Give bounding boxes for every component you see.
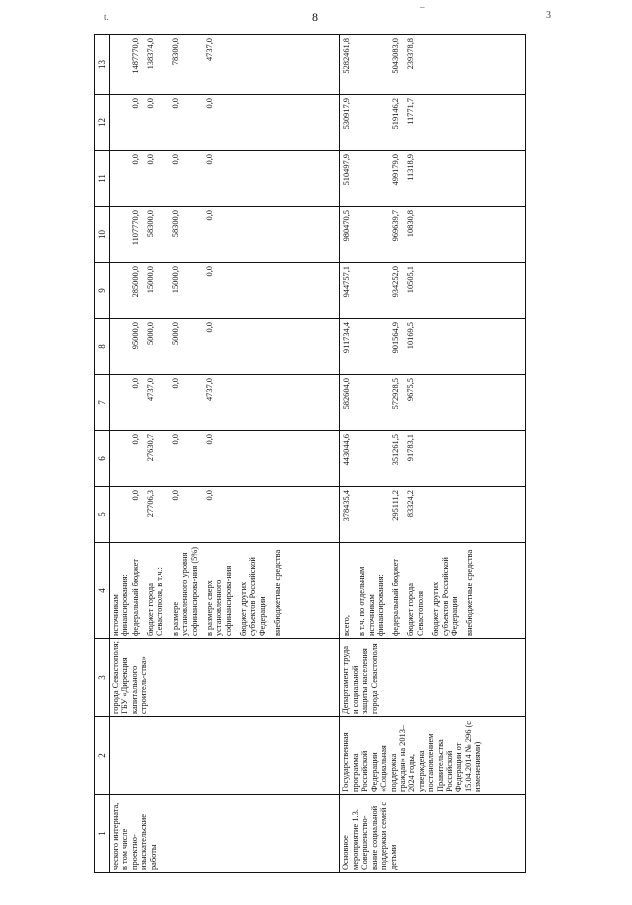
value-cell: 0,0 <box>131 98 140 109</box>
block2-label: бюджет других субъектов Российской Федерации <box>431 557 460 636</box>
block2-value-col-6 <box>340 431 526 487</box>
corner-mark: 3 <box>546 10 551 21</box>
block2-value-col-8 <box>340 319 526 375</box>
header-cell: 9 <box>95 263 110 319</box>
value-cell <box>272 322 287 372</box>
value-cell <box>464 98 479 148</box>
value-cell: 0,0 <box>131 154 140 165</box>
block2-value-col-11 <box>340 151 526 207</box>
value-cell <box>430 98 464 148</box>
block1-label: бюджет других субъектов Российской Федерации <box>239 557 267 636</box>
value-cell: 1107770,0 <box>131 210 140 246</box>
value-cell <box>464 378 479 428</box>
value-cell <box>356 322 390 372</box>
block1-col3: города Севастополя; ГБУ «Дирекция капитального строитель-ства» <box>110 639 340 717</box>
block1-label: бюджет города Севастополя, в т.ч.: <box>146 566 165 636</box>
value-cell: 5000,0 <box>146 322 155 346</box>
header-cell: 4 <box>95 543 110 639</box>
page-number: 8 <box>312 10 318 24</box>
financing-table <box>94 34 526 873</box>
value-cell: 0,0 <box>171 490 180 501</box>
value-cell <box>430 490 464 540</box>
block1-value-col-11 <box>110 151 340 207</box>
block1-value-col-5 <box>110 487 340 543</box>
block1-col4-intro: источникам финансирования: <box>111 574 130 636</box>
header-cell: 12 <box>95 95 110 151</box>
value-cell <box>430 378 464 428</box>
value-cell <box>238 378 272 428</box>
value-cell <box>430 322 464 372</box>
value-cell <box>272 154 287 204</box>
value-cell: 285000,0 <box>131 266 140 298</box>
value-cell: 530917,9 <box>342 98 352 130</box>
value-cell <box>356 210 390 260</box>
value-cell: 0,0 <box>146 154 155 165</box>
header-cell: 8 <box>95 319 110 375</box>
value-cell: 378435,4 <box>342 490 352 522</box>
block2-label: федеральный бюджет <box>391 558 401 636</box>
value-cell: 4737,0 <box>146 378 155 402</box>
block1-label: внебюджетные средства <box>273 549 282 636</box>
value-cell <box>238 266 272 316</box>
value-cell <box>356 38 390 92</box>
value-cell <box>272 210 287 260</box>
value-cell: 0,0 <box>171 378 180 389</box>
header-cell: 1 <box>95 795 110 873</box>
value-cell <box>464 210 479 260</box>
value-cell: 901564,9 <box>391 322 401 354</box>
value-cell: 0,0 <box>205 322 214 333</box>
value-cell <box>464 266 479 316</box>
value-cell: 0,0 <box>205 210 214 221</box>
value-cell: 499179,0 <box>391 154 401 186</box>
value-cell: 0,0 <box>171 154 180 165</box>
block1-value-col-9 <box>110 263 340 319</box>
value-cell: 351261,5 <box>391 434 401 466</box>
table-row-block2 <box>340 35 526 873</box>
value-cell <box>238 154 272 204</box>
value-cell: 1487770,0 <box>131 38 140 74</box>
value-cell: 27630,7 <box>146 434 155 462</box>
value-cell: 91783,1 <box>406 434 416 462</box>
value-cell <box>272 490 287 540</box>
block2-col3: Департамент труда и социальной защиты населения города Севастополя <box>340 639 526 717</box>
block1-col4 <box>110 543 340 639</box>
value-cell: 10830,8 <box>406 210 416 238</box>
block1-value-col-13 <box>110 35 340 95</box>
value-cell <box>356 266 390 316</box>
block2-col2: Государственная программа Российской Федерации «Социальная поддержка граждан» на 2013–2024 годы, утверждена постановлением Правительства Российской Федерации от 15.04.2014 № 296 (с изменениями) <box>340 717 526 795</box>
value-cell: 0,0 <box>146 98 155 109</box>
value-cell: 5043083,0 <box>391 38 401 74</box>
block2-value-col-7 <box>340 375 526 431</box>
block2-label: бюджет города Севастополя <box>406 582 425 636</box>
value-cell: 969639,7 <box>391 210 401 242</box>
header-cell: 11 <box>95 151 110 207</box>
value-cell <box>272 98 287 148</box>
value-cell <box>238 434 272 484</box>
block1-value-col-7 <box>110 375 340 431</box>
block1-value-col-10 <box>110 207 340 263</box>
value-cell: 0,0 <box>205 98 214 109</box>
value-cell: 58300,0 <box>171 210 180 238</box>
value-cell: 9675,5 <box>406 378 416 402</box>
value-cell: 295111,2 <box>391 490 401 521</box>
header-row <box>95 35 110 873</box>
block2-label: всего, <box>342 615 352 636</box>
header-cell: 2 <box>95 717 110 795</box>
value-cell <box>464 154 479 204</box>
value-cell <box>238 210 272 260</box>
block2-col1: Основное мероприятие 1.3. Совершенство-вание социальной поддержки семей с детьми <box>340 795 526 873</box>
header-cell: 3 <box>95 639 110 717</box>
value-cell: 95000,0 <box>131 322 140 350</box>
value-cell <box>464 38 479 92</box>
value-cell <box>356 490 390 540</box>
value-cell <box>272 378 287 428</box>
header-cell: 13 <box>95 35 110 95</box>
value-cell: 11318,9 <box>406 154 416 181</box>
value-cell <box>272 434 287 484</box>
value-cell <box>356 154 390 204</box>
value-cell: 0,0 <box>171 434 180 445</box>
value-cell: 980470,5 <box>342 210 352 242</box>
value-cell <box>272 38 287 92</box>
value-cell: 0,0 <box>131 434 140 445</box>
block1-value-col-6 <box>110 431 340 487</box>
value-cell: 27706,3 <box>146 490 155 518</box>
value-cell <box>430 210 464 260</box>
top-mark: – <box>420 2 425 12</box>
value-cell: 0,0 <box>205 434 214 445</box>
header-cell: 7 <box>95 375 110 431</box>
table-row-block1 <box>110 35 340 873</box>
value-cell: 83324,2 <box>406 490 416 518</box>
value-cell: 5282461,8 <box>342 38 352 74</box>
block1-col2 <box>110 717 340 795</box>
value-cell <box>464 434 479 484</box>
value-cell <box>272 266 287 316</box>
left-mark: t. <box>104 12 109 22</box>
block2-value-col-12 <box>340 95 526 151</box>
header-cell: 5 <box>95 487 110 543</box>
block2-value-col-5 <box>340 487 526 543</box>
value-cell: 443044,6 <box>342 434 352 466</box>
value-cell: 4737,0 <box>205 378 214 402</box>
value-cell: 582604,0 <box>342 378 352 410</box>
value-cell <box>238 38 272 92</box>
value-cell <box>356 378 390 428</box>
value-cell: 519146,2 <box>391 98 401 130</box>
header-cell: 10 <box>95 207 110 263</box>
value-cell: 15000,0 <box>146 266 155 294</box>
value-cell: 572928,5 <box>391 378 401 410</box>
block2-value-col-9 <box>340 263 526 319</box>
value-cell: 78300,0 <box>171 38 180 66</box>
value-cell: 10169,5 <box>406 322 416 350</box>
value-cell <box>356 98 390 148</box>
value-cell <box>356 434 390 484</box>
block1-value-col-8 <box>110 319 340 375</box>
value-cell <box>238 98 272 148</box>
block1-value-col-12 <box>110 95 340 151</box>
value-cell: 4737,0 <box>205 38 214 62</box>
value-cell: 0,0 <box>131 378 140 389</box>
value-cell <box>464 490 479 540</box>
block2-col4 <box>340 543 526 639</box>
block2-value-col-10 <box>340 207 526 263</box>
value-cell: 0,0 <box>171 98 180 109</box>
value-cell: 15000,0 <box>171 266 180 294</box>
value-cell: 239378,8 <box>406 38 416 70</box>
value-cell: 0,0 <box>205 490 214 501</box>
value-cell <box>430 266 464 316</box>
header-cell: 6 <box>95 431 110 487</box>
value-cell <box>238 322 272 372</box>
value-cell: 58300,0 <box>146 210 155 238</box>
value-cell: 911734,4 <box>342 322 352 354</box>
block1-label: в размере сверх установленного софинансирова-ния <box>205 565 233 636</box>
value-cell: 934252,0 <box>391 266 401 298</box>
block2-label: внебюджетные средства <box>465 549 475 636</box>
value-cell: 0,0 <box>205 154 214 165</box>
block1-label: федеральный бюджет <box>131 558 140 636</box>
value-cell: 0,0 <box>205 266 214 277</box>
value-cell <box>464 322 479 372</box>
value-cell: 510497,9 <box>342 154 352 186</box>
value-cell: 11771,7 <box>406 98 416 125</box>
value-cell <box>430 38 464 92</box>
value-cell: 138374,0 <box>146 38 155 70</box>
value-cell: 5000,0 <box>171 322 180 346</box>
block2-label: в т.ч. по отдельным источникам финансирования: <box>357 566 386 636</box>
value-cell: 0,0 <box>131 490 140 501</box>
value-cell: 944757,1 <box>342 266 352 298</box>
value-cell <box>430 434 464 484</box>
value-cell <box>238 490 272 540</box>
block2-value-col-13 <box>340 35 526 95</box>
block1-label: в размере установленного уровня софинансирова-ния (5%) <box>171 546 199 636</box>
value-cell <box>430 154 464 204</box>
value-cell: 10505,1 <box>406 266 416 294</box>
rotated-table-container <box>94 35 526 873</box>
block1-col1: ческого интерната, в том числе проектно-изыскательские работы <box>110 795 340 873</box>
